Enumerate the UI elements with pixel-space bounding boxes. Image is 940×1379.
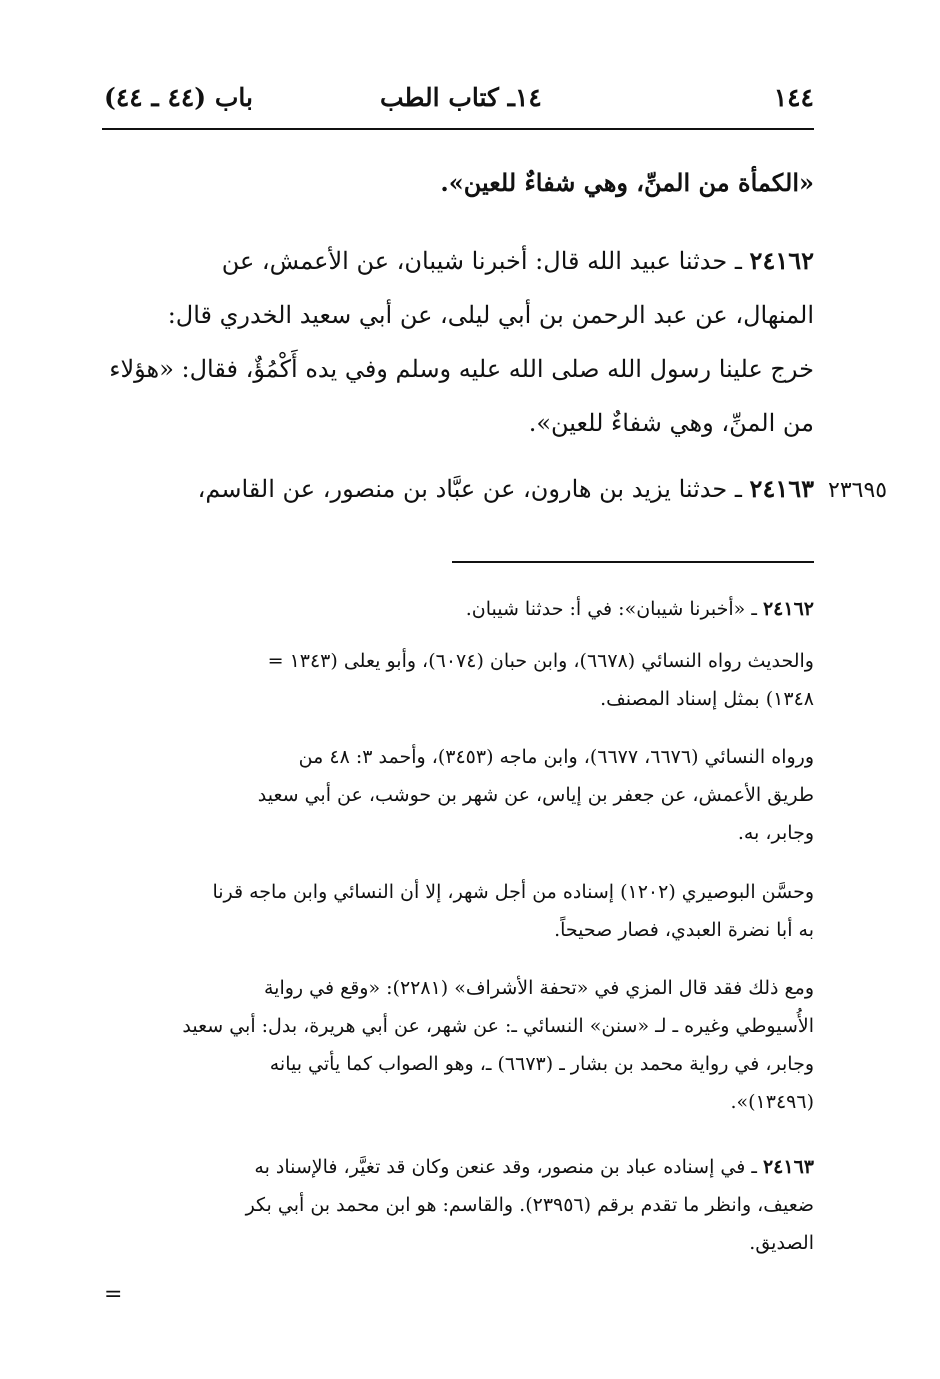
footnote-line: ١٣٤٨) بمثل إسناد المصنف.	[600, 688, 814, 710]
footnote-line: به أبا نضرة العبدي، فصار صحيحاً.	[554, 919, 814, 941]
footnote-line: والحديث رواه النسائي (٦٦٧٨)، وابن حبان (٦٠٧٤)، وأبو يعلى (١٣٤٣ =	[267, 650, 814, 672]
footnote-line: وجابر، في رواية محمد بن بشار ـ (٦٦٧٣) ـ، وهو الصواب كما يأتي بيانه	[269, 1053, 814, 1075]
footnote-rule	[452, 561, 814, 563]
page-number: ١٤٤	[773, 83, 814, 112]
header-rule	[102, 128, 814, 130]
footnote-text: ـ في إسناده عباد بن منصور، وقد عنعن وكان قد تغيَّر، فالإسناد به	[254, 1156, 757, 1178]
footnote-line: وحسَّن البوصيري (١٢٠٢) إسناده من أجل شهر، إلا أن النسائي وابن ماجه قرنا	[212, 881, 814, 903]
hadith-text: ـ حدثنا عبيد الله قال: أخبرنا شيبان، عن الأعمش، عن	[221, 247, 742, 275]
book-title: ١٤ـ كتاب الطب	[380, 83, 542, 112]
footnote-line: الصديق.	[749, 1232, 814, 1254]
footnote-line: وجابر، به.	[737, 822, 814, 844]
footnote-line: الأُسيوطي وغيره ـ لـ «سنن» النسائي ـ: عن شهر، عن أبي هريرة، بدل: أبي سعيد	[182, 1015, 814, 1037]
hadith-line-1	[102, 234, 814, 288]
footnote-paragraph	[102, 873, 814, 949]
footnote-number: ٢٤١٦٢	[762, 598, 814, 620]
hadith-line-1	[102, 462, 814, 516]
chapter-heading: باب (٤٤ ـ ٤٤)	[104, 83, 253, 112]
hadith-text: ـ حدثنا يزيد بن هارون، عن عبَّاد بن منصور، عن القاسم،	[197, 475, 742, 503]
footnote-line: ورواه النسائي (٦٦٧٦، ٦٦٧٧)، وابن ماجه (٣٤٥٣)، وأحمد ٣: ٤٨ من	[298, 746, 814, 768]
continued-mark: =	[104, 1282, 123, 1307]
footnote-line: (١٣٤٩٦)».	[730, 1091, 814, 1113]
footnote-line	[102, 590, 814, 628]
hadith-24163	[102, 462, 814, 516]
top-quote	[102, 156, 814, 210]
margin-hadith-number: ٢٣٦٩٥	[828, 478, 888, 503]
hadith-24162	[102, 234, 814, 450]
footnote-paragraph	[102, 969, 814, 1121]
footnote-line	[102, 1148, 814, 1186]
top-quote-text: «الكمأة من المنِّ، وهي شفاءٌ للعين».	[440, 168, 814, 197]
hadith-line-4: من المنِّ، وهي شفاءٌ للعين».	[528, 409, 814, 437]
footnote-paragraph	[102, 738, 814, 852]
footnote-number: ٢٤١٦٣	[762, 1156, 814, 1178]
footnote-text: ـ «أخبرنا شيبان»: في أ: حدثنا شيبان.	[465, 598, 757, 620]
footnote-line: ومع ذلك فقد قال المزي في «تحفة الأشراف» (٢٢٨١): «وقع في رواية	[264, 977, 814, 999]
footnote-line: ضعيف، وانظر ما تقدم برقم (٢٣٩٥٦). والقاسم: هو ابن محمد بن أبي بكر	[245, 1194, 814, 1216]
hadith-number: ٢٤١٦٣	[749, 474, 814, 503]
hadith-line-2: المنهال، عن عبد الرحمن بن أبي ليلى، عن أبي سعيد الخدري قال:	[167, 301, 814, 329]
footnote-line: طريق الأعمش، عن جعفر بن إياس، عن شهر بن حوشب، عن أبي سعيد	[257, 784, 814, 806]
hadith-number: ٢٤١٦٢	[749, 246, 814, 275]
hadith-line-3: خرج علينا رسول الله صلى الله عليه وسلم وفي يده أَكْمُؤٌ، فقال: «هؤلاء	[109, 355, 814, 383]
footnote-paragraph	[102, 642, 814, 718]
footnote-24162	[102, 590, 814, 628]
footnote-24163	[102, 1148, 814, 1262]
